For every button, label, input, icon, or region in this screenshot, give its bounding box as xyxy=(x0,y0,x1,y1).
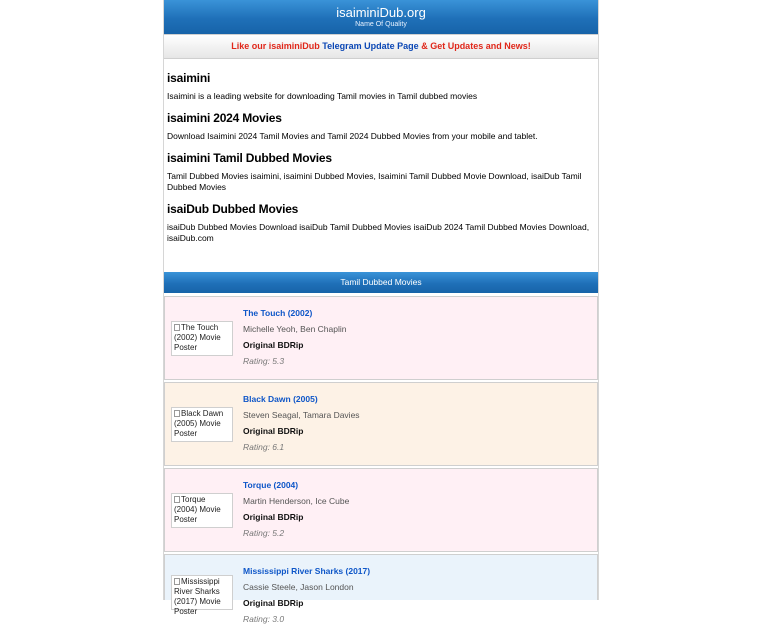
movie-title-link[interactable]: Mississippi River Sharks (2017) xyxy=(243,566,371,576)
section-heading: isaimini Tamil Dubbed Movies xyxy=(167,151,332,165)
poster-alt-text: Black Dawn (2005) Movie Poster xyxy=(174,409,224,438)
movie-card[interactable] xyxy=(164,468,598,552)
movie-cast: Steven Seagal, Tamara Davies xyxy=(243,410,360,420)
movie-cast: Cassie Steele, Jason London xyxy=(243,582,354,592)
movie-quality: Original BDRip xyxy=(243,512,304,522)
intro-content xyxy=(164,59,598,244)
movie-card[interactable] xyxy=(164,296,598,380)
section-text: Isaimini is a leading website for downloading Tamil movies in Tamil dubbed movies xyxy=(167,91,478,101)
movie-title-link[interactable]: The Touch (2002) xyxy=(243,308,313,318)
movie-rating: Rating: 5.2 xyxy=(243,528,285,538)
site-tagline: Name Of Quality xyxy=(355,21,407,28)
movie-poster[interactable] xyxy=(171,407,233,442)
poster-alt-text: Mississippi River Sharks (2017) Movie Poster xyxy=(174,577,221,616)
site-name[interactable]: isaiminiDub.org xyxy=(336,5,426,20)
section-text: Tamil Dubbed Movies isaimini, isaimini Dubbed Movies, Isaimini Tamil Dubbed Movie Download, isaiDub Tamil Dubbed Movies xyxy=(167,171,582,192)
poster-alt-text: Torque (2004) Movie Poster xyxy=(174,495,221,524)
movie-card[interactable] xyxy=(164,554,598,624)
movie-quality: Original BDRip xyxy=(243,426,304,436)
movie-poster[interactable] xyxy=(171,321,233,356)
poster-alt-text: The Touch (2002) Movie Poster xyxy=(174,323,221,352)
notice-suffix: & Get Updates and News! xyxy=(421,41,531,51)
broken-image-icon xyxy=(174,578,180,585)
movie-quality: Original BDRip xyxy=(243,598,304,608)
section-text: Download Isaimini 2024 Tamil Movies and Tamil 2024 Dubbed Movies from your mobile and tablet. xyxy=(167,131,538,141)
broken-image-icon xyxy=(174,324,180,331)
site-header xyxy=(164,0,598,34)
movie-rating: Rating: 3.0 xyxy=(243,614,285,624)
section-heading: isaimini 2024 Movies xyxy=(167,111,282,125)
movies-section-title: Tamil Dubbed Movies xyxy=(164,272,598,293)
movie-title-link[interactable]: Black Dawn (2005) xyxy=(243,394,318,404)
broken-image-icon xyxy=(174,496,180,503)
broken-image-icon xyxy=(174,410,180,417)
movie-card[interactable] xyxy=(164,382,598,466)
movie-title-link[interactable]: Torque (2004) xyxy=(243,480,299,490)
page-container xyxy=(163,0,599,624)
movie-poster[interactable] xyxy=(171,575,233,616)
movie-rating: Rating: 6.1 xyxy=(243,442,285,452)
movie-poster[interactable] xyxy=(171,493,233,528)
telegram-link[interactable]: Telegram Update Page xyxy=(322,41,419,51)
movie-rating: Rating: 5.3 xyxy=(243,356,285,366)
telegram-notice xyxy=(164,34,598,59)
section-heading: isaimini xyxy=(167,71,211,85)
movie-quality: Original BDRip xyxy=(243,340,304,350)
notice-prefix: Like our isaiminiDub xyxy=(231,41,320,51)
section-text: isaiDub Dubbed Movies Download isaiDub Tamil Dubbed Movies isaiDub 2024 Tamil Dubbed Movies Download, isaiDub.com xyxy=(167,222,590,243)
movie-cast: Michelle Yeoh, Ben Chaplin xyxy=(243,324,347,334)
section-heading: isaiDub Dubbed Movies xyxy=(167,202,299,216)
movie-cast: Martin Henderson, Ice Cube xyxy=(243,496,350,506)
